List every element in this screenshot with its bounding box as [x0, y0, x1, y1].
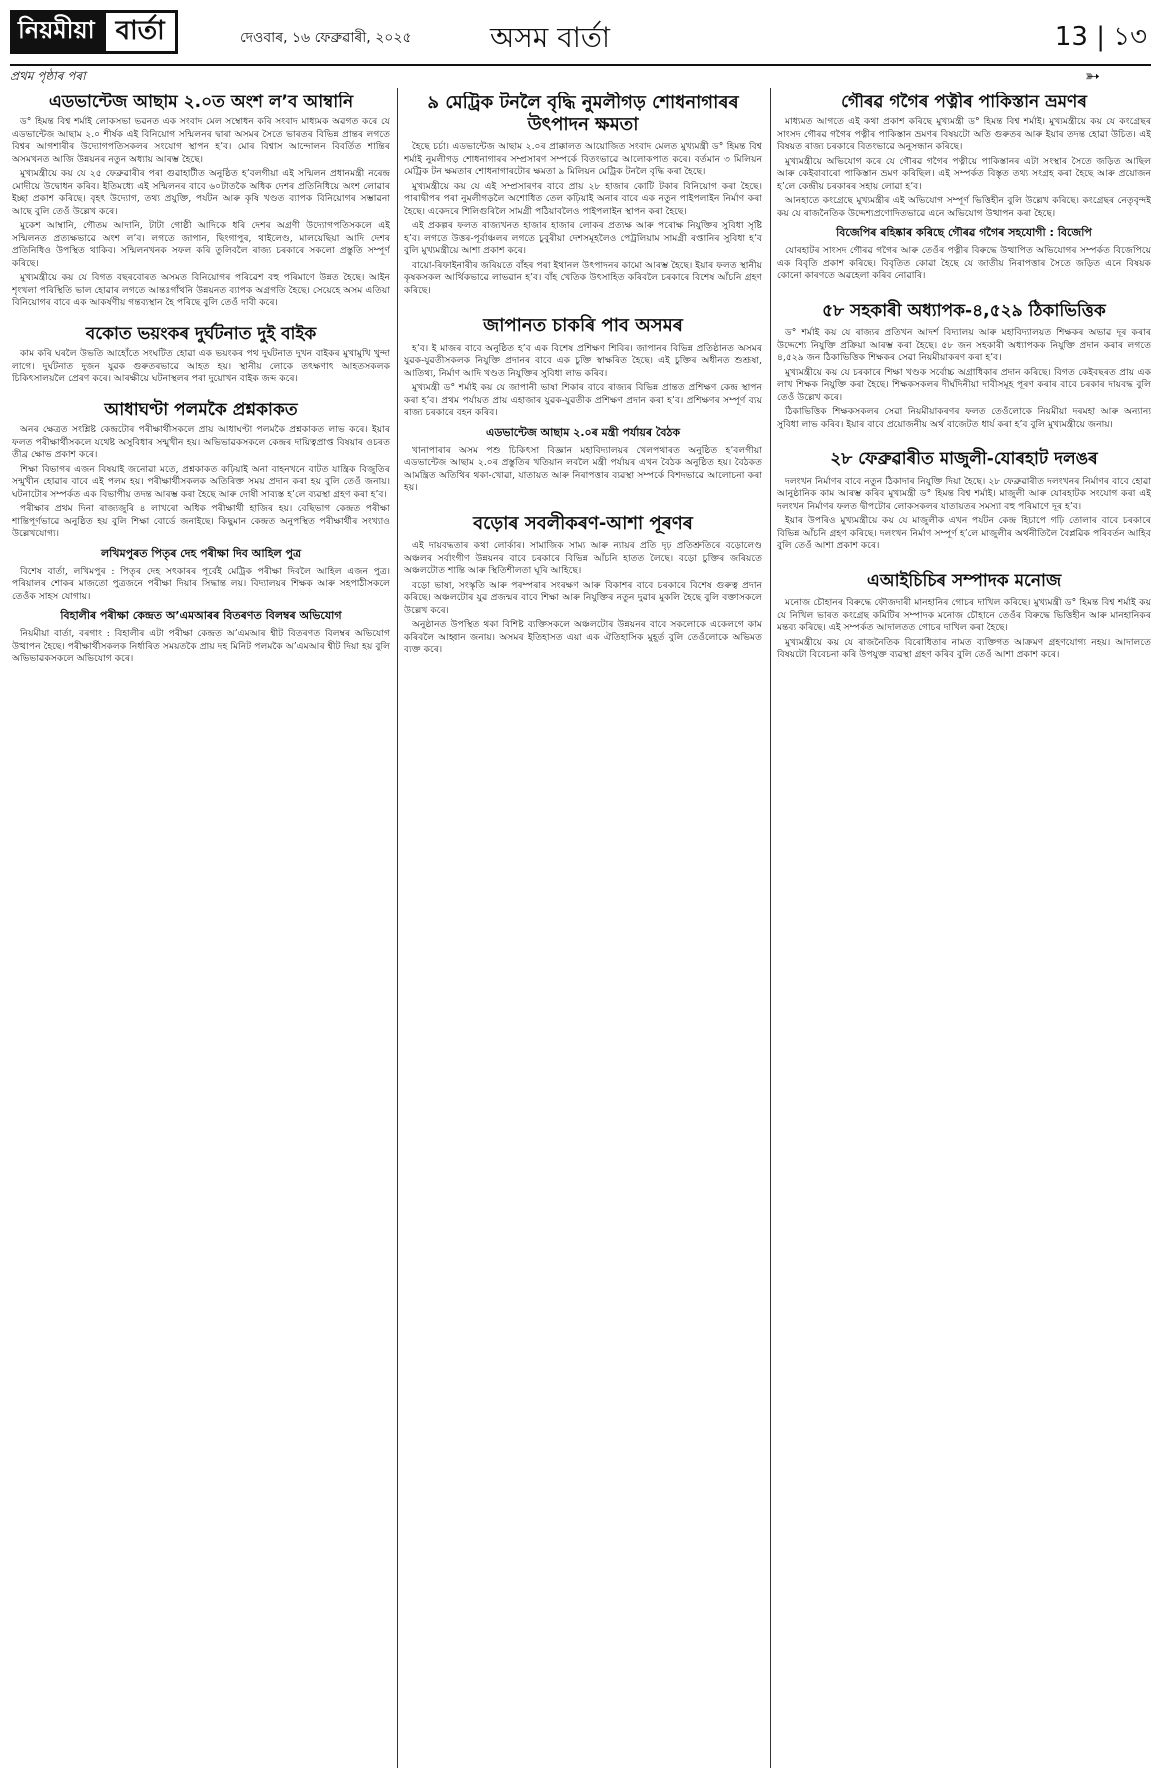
headline-question-paper: আধাঘণ্টা পলমকৈ প্ৰশ্নকাকত [104, 399, 298, 420]
paragraph: অনুষ্ঠানত উপস্থিত থকা বিশিষ্ট ব্যক্তিসকলে অঞ্চলটোৰ উন্নয়নৰ বাবে সকলোকে একেলগে কাম কৰিবলৈ আহ্বান জনায়। অসমৰ ইতিহাসত এয়া এক ঐতিহাসিক মুহূৰ্ত বুলি তেওঁলোকে অভিমত ব্যক্ত কৰে। [404, 619, 762, 656]
headline-teachers: ৫৮ সহকাৰী অধ্যাপক-৪,৫২৯ ঠিকাভিত্তিক [822, 300, 1106, 321]
article-gourav [777, 116, 1151, 220]
paragraph: ড° হিমন্ত বিশ্ব শৰ্মাই লোকসভা ভৱনত এক সংবাদ মেল সম্বোধন কৰি সংবাদ মাধ্যমক অৱগত কৰে যে এডভান্টেজ আছাম ২.০ শীৰ্ষক এই বিনিয়োগ সন্মিলনৰ দ্বাৰা অসমৰ সৈতে ভাৰতৰ বিভিন্ন প্ৰান্তৰ লগতে বিশ্বৰ আগশাৰীৰ উদ্যোগপতিসকলৰ সংযোগ স্থাপন হ’ব। মোৰ বিশ্বাস আন্দোলন বিবৰ্তিত শান্তিৰ অসমখনত আজি উন্নয়নৰ নতুন অধ্যায় আৰম্ভ হৈছে। [12, 116, 390, 165]
article-numaligarh [404, 141, 762, 297]
article-apcc [777, 597, 1151, 662]
article-japan-jobs [404, 343, 762, 420]
paragraph: পৰীক্ষাৰ প্ৰথম দিনা ৰাজ্যজুৰি ৪ লাখৰো অধিক পৰীক্ষাৰ্থী হাজিৰ হয়। বেছিভাগ কেন্দ্ৰত পৰীক্ষা শান্তিপূৰ্ণভাৱে অনুষ্ঠিত হয় বুলি শিক্ষা বোৰ্ডে জনাইছে। কিছুমান কেন্দ্ৰত অনুপস্থিত পৰীক্ষাৰ্থীৰ সংখ্যাও উল্লেখযোগ্য। [12, 503, 390, 540]
article-minister-meeting [404, 445, 762, 495]
paragraph: মুখ্যমন্ত্ৰীয়ে কয় যে বিগত বছৰবোৰত অসমত বিনিয়োগৰ পৰিৱেশ বহু পৰিমাণে উন্নত হৈছে। আইন শৃংখলা পৰিস্থিতি ভাল হোৱাৰ লগতে আন্তঃগাঁথনি উন্নয়নত ব্যাপক অগ্ৰগতি হৈছে। সেয়েহে অসম এতিয়া বিনিয়োগৰ বাবে এক আকৰ্ষণীয় গন্তব্যস্থান হৈ পৰিছে বুলি তেওঁ দাবী কৰে। [12, 272, 390, 309]
paragraph: মুখ্যমন্ত্ৰীয়ে কয় যে ২৫ ফেব্ৰুৱাৰীৰ পৰা গুৱাহাটীত অনুষ্ঠিত হ’বলগীয়া এই সন্মিলন প্ৰধানমন্ত্ৰী নৰেন্দ্ৰ মোদীয়ে উদ্বোধন কৰিব। ইতিমধ্যে এই সন্মিলনৰ বাবে ৬০টাতকৈ অধিক দেশৰ প্ৰতিনিধিয়ে অংশ লোৱাৰ ইচ্ছা প্ৰকাশ কৰিছে। বৃহৎ উদ্যোগ, তথ্য প্ৰযুক্তি, পৰ্যটন আৰু কৃষি খণ্ডত ব্যাপক বিনিয়োগৰ সম্ভাৱনা আছে বুলি তেওঁ উল্লেখ কৰে। [12, 168, 390, 217]
logo-right-text: বাৰ্তা [103, 10, 178, 54]
paragraph: ঠিকাভিত্তিক শিক্ষকসকলৰ সেৱা নিয়মীয়াকৰণৰ ফলত তেওঁলোকে নিয়মীয়া দৰমহা আৰু অন্যান্য সুবিধা লাভ কৰিব। ইয়াৰ বাবে প্ৰয়োজনীয় অৰ্থ বাজেটত ধাৰ্য কৰা হ’ব বুলি মুখ্যমন্ত্ৰীয়ে জনায়। [777, 406, 1151, 430]
subheading-bihali: বিহালীৰ পৰীক্ষা কেন্দ্ৰত অ’এমআৰৰ বিতৰণত বিলম্বৰ অভিযোগ [60, 609, 342, 623]
masthead [10, 6, 1151, 64]
paragraph: নিয়মীয়া বাৰ্তা, বৰগাং : বিহালীৰ এটা পৰীক্ষা কেন্দ্ৰত অ’এমআৰ শ্বীট বিতৰণত বিলম্বৰ অভিযোগ উত্থাপন হৈছে। পৰীক্ষাৰ্থীসকলক নিৰ্ধাৰিত সময়তকৈ প্ৰায় দহ মিনিট পলমকৈ অ’এমআৰ শ্বীট দিয়া হয় বুলি অভিভাৱকসকলে অভিযোগ কৰে। [12, 628, 390, 665]
article-bike-accident [12, 348, 390, 386]
paragraph: হ’ব। ই মাজৰ বাবে অনুষ্ঠিত হ’ব এক বিশেষ প্ৰশিক্ষণ শিবিৰ। জাপানৰ বিভিন্ন প্ৰতিষ্ঠানত অসমৰ যুৱক-যুৱতীসকলক নিযুক্তি প্ৰদানৰ বাবে এক চুক্তি স্বাক্ষৰিত হৈছে। এই চুক্তিৰ অধীনত শুশ্ৰূষা, আতিথ্য, নিৰ্মাণ আদি খণ্ডত নিযুক্তিৰ সুবিধা লাভ কৰিব। [404, 342, 762, 379]
paragraph: আনহাতে কংগ্ৰেছে মুখ্যমন্ত্ৰীৰ এই অভিযোগ সম্পূৰ্ণ ভিত্তিহীন বুলি উল্লেখ কৰিছে। কংগ্ৰেছৰ নেতৃবৃন্দই কয় যে ৰাজনৈতিক উদ্দেশ্যপ্ৰণোদিতভাৱে এনে অভিযোগ উত্থাপন কৰা হৈছে। [777, 195, 1151, 219]
article-bodoland [404, 540, 762, 657]
section-title: অসম বাৰ্তা [490, 21, 611, 54]
paragraph: কাম কৰি ঘৰলৈ উভতি আহোঁতে সংঘটিত হোৱা এক ভয়ংকৰ পথ দুৰ্ঘটনাত দুখন বাইকৰ মুখামুখি খুন্দা লাগে। দুৰ্ঘটনাত দুজন যুৱক গুৰুতৰভাৱে আহত হয়। স্থানীয় লোকে তৎক্ষণাৎ আহতসকলক চিকিৎসালয়লৈ প্ৰেৰণ কৰে। আৰক্ষীয়ে ঘটনাস্থলৰ পৰা দুয়োখন বাইক জব্দ কৰে। [12, 348, 390, 385]
paragraph: শিক্ষা বিভাগৰ এজন বিষয়াই জনোৱা মতে, প্ৰশ্নকাকত কঢ়িয়াই অনা বাহনখনে বাটত যান্ত্ৰিক বিজুতিৰ সন্মুখীন হোৱাৰ বাবে এই পলম হয়। পৰীক্ষাৰ্থীসকলক অতিৰিক্ত সময় প্ৰদান কৰা হয় বুলি তেওঁ জনায়। ঘটনাটোৰ সম্পৰ্কত এক বিভাগীয় তদন্ত আৰম্ভ কৰা হৈছে আৰু দোষী সাব্যস্ত হ’লে ব্যৱস্থা গ্ৰহণ কৰা হ’ব। [12, 463, 390, 500]
paragraph: মুখ্যমন্ত্ৰীয়ে কয় যে ৰাজনৈতিক বিৰোধিতাৰ নামত ব্যক্তিগত আক্ৰমণ গ্ৰহণযোগ্য নহয়। আদালতে বিষয়টো বিবেচনা কৰি উপযুক্ত ব্যৱস্থা গ্ৰহণ কৰিব বুলি তেওঁ আশা প্ৰকাশ কৰে। [777, 636, 1151, 661]
column-right [777, 92, 1151, 1768]
headline-advantage: এডভান্টেজ আছাম ২.০ত অংশ ল’ব আম্বানি [48, 92, 354, 112]
paragraph: মুখ্যমন্ত্ৰী ড° শৰ্মাই কয় যে জাপানী ভাষা শিকাৰ বাবে ৰাজ্যৰ বিভিন্ন প্ৰান্তত প্ৰশিক্ষণ কেন্দ্ৰ স্থাপন কৰা হ’ব। প্ৰথম পৰ্যায়ত প্ৰায় এহাজাৰ যুৱক-যুৱতীক প্ৰশিক্ষণ প্ৰদান কৰা হ’ব। প্ৰশিক্ষণৰ সম্পূৰ্ণ ব্যয় ৰাজ্য চৰকাৰে বহন কৰিব। [404, 382, 762, 419]
article-bihali [12, 628, 390, 666]
column-divider [770, 88, 771, 1768]
headline-numaligarh: ৯ মেট্ৰিক টনলৈ বৃদ্ধি নুমলীগড় শোধনাগাৰৰ উৎপাদন ক্ষমতা [427, 92, 739, 135]
subheading-lakhimpur: লখিমপুৰত পিতৃৰ দেহ পৰীক্ষা দিব আহিল পুত্ৰ [100, 546, 302, 560]
column-left [12, 92, 390, 1768]
subheading-bjp: বিজেপিৰ ৰহিষ্কাৰ কৰিছে গৌৰৱ গগৈৰ সহযোগী : বিজেপি [836, 226, 1092, 240]
dateline: দেওবাৰ, ১৬ ফেব্ৰুৱাৰী, ২০২৫ [240, 30, 412, 46]
headline-bodoland: বড়োৰ সবলীকৰণ-আশা পূৰণৰ [473, 512, 693, 534]
paragraph: মনোজ চৌহানৰ বিৰুদ্ধে ফৌজদাৰী মানহানিৰ গোচৰ দাখিল কৰিছে। মুখ্যমন্ত্ৰী ড° হিমন্ত বিশ্ব শৰ্মাই কয় যে নিখিল ভাৰত কংগ্ৰেছ কমিটিৰ সম্পাদক মনোজ চৌহানে তেওঁৰ বিৰুদ্ধে ভিত্তিহীন আৰু মানহানিকৰ মন্তব্য কৰিছে। এই সম্পৰ্কত আদালতত গোচৰ দাখিল কৰা হৈছে। [777, 597, 1151, 634]
paragraph: এই প্ৰকল্পৰ ফলত ৰাজ্যখনত হাজাৰ হাজাৰ লোকৰ প্ৰত্যক্ষ আৰু পৰোক্ষ নিযুক্তিৰ সুবিধা সৃষ্টি হ’ব। লগতে উত্তৰ-পূৰ্বাঞ্চলৰ লগতে চুবুৰীয়া দেশসমূহলৈও পেট্ৰলিয়াম সামগ্ৰী ৰপ্তানিৰ সুবিধা হ’ব বুলি মুখ্যমন্ত্ৰীয়ে আশা প্ৰকাশ কৰে। [404, 220, 762, 257]
paragraph: মুখ্যমন্ত্ৰীয়ে কয় যে চৰকাৰে শিক্ষা খণ্ডক সৰ্বোচ্চ অগ্ৰাধিকাৰ প্ৰদান কৰিছে। বিগত কেইবছৰত প্ৰায় এক লাখ শিক্ষক নিযুক্তি কৰা হৈছে। শিক্ষকসকলৰ দীৰ্ঘদিনীয়া দাবীসমূহ পূৰণ কৰাৰ বাবে চৰকাৰ দায়বদ্ধ বুলি তেওঁ উল্লেখ কৰে। [777, 366, 1151, 403]
paragraph: যোৰহাটৰ সাংসদ গৌৰৱ গগৈৰ আৰু তেওঁৰ পত্নীৰ বিৰুদ্ধে উত্থাপিত অভিযোগৰ সম্পৰ্কত বিজেপিয়ে এক বিবৃতি প্ৰকাশ কৰিছে। বিবৃতিত কোৱা হৈছে যে জাতীয় নিৰাপত্তাৰ সৈতে জড়িত এনে বিষয়ক কোনো কাৰণতে অৱহেলা কৰিব নোৱাৰি। [777, 245, 1151, 282]
decorative-arrow-icon: ➳ [1085, 66, 1101, 87]
article-lakhimpur [12, 566, 390, 604]
continued-label: প্ৰথম পৃষ্ঠাৰ পৰা [10, 69, 86, 83]
page-number: 13 | ১৩ [1054, 22, 1147, 52]
paragraph: বায়ো-ৰিফাইনাৰীৰ জৰিয়তে বাঁহৰ পৰা ইথানল উৎপাদনৰ কামো আৰম্ভ হৈছে। ইয়াৰ ফলত স্থানীয় কৃষকসকল আৰ্থিকভাৱে লাভৱান হ’ব। বাঁহ খেতিক উৎসাহিত কৰিবলৈ চৰকাৰে বিশেষ আঁচনি গ্ৰহণ কৰিছে। [404, 259, 762, 296]
article-advantage [12, 116, 390, 310]
paragraph: খানাপাৰাৰ অসম পশু চিকিৎসা বিজ্ঞান মহাবিদ্যালয়ৰ খেলপথাৰত অনুষ্ঠিত হ’বলগীয়া এডভান্টেজ আছাম ২.০ৰ প্ৰস্তুতিৰ খতিয়ান লবলৈ মন্ত্ৰী পৰ্যায়ৰ এখন বৈঠক অনুষ্ঠিত হয়। বৈঠকত আমন্ত্ৰিত অতিথিৰ থকা-খোৱা, যাতায়ত আৰু নিৰাপত্তাৰ ব্যৱস্থা সম্পৰ্কে বিশদভাৱে আলোচনা কৰা হয়। [404, 444, 762, 494]
column-divider [397, 88, 398, 1768]
paragraph: মুকেশ আম্বানি, গৌতম আদানি, টাটা গোষ্ঠী আদিকে ধৰি দেশৰ অগ্ৰণী উদ্যোগপতিসকলে এই সন্মিলনত প্ৰত্যক্ষভাৱে অংশ ল’ব। লগতে জাপান, ছিংগাপুৰ, থাইলেণ্ড, মালয়েছিয়া আদি দেশৰ প্ৰতিনিধিও উপস্থিত থাকিব। সন্মিলনখনক সফল কৰি তুলিবলৈ ৰাজ্য চৰকাৰে সকলো প্ৰস্তুতি সম্পূৰ্ণ কৰিছে। [12, 220, 390, 269]
paragraph: মাধ্যমত আগতে এই কথা প্ৰকাশ কৰিছে মুখ্যমন্ত্ৰী ড° হিমন্ত বিশ্ব শৰ্মাই। মুখ্যমন্ত্ৰীয়ে কয় যে কংগ্ৰেছৰ সাংসদ গৌৰৱ গগৈৰ পত্নীৰ পাকিস্তান ভ্ৰমণৰ বিষয়টো অতি গুৰুতৰ আৰু ইয়াৰ তদন্ত হোৱা উচিত। এই বিষয়ত ৰাজ্য চৰকাৰে বিতংভাৱে অনুসন্ধান কৰিছে। [777, 116, 1151, 153]
headline-bike-accident: বকোত ভয়ংকৰ দুৰ্ঘটনাত দুই বাইক [85, 323, 317, 344]
newspaper-logo [10, 10, 178, 54]
article-bjp [777, 245, 1151, 283]
paragraph: হৈছে চৰ্চা। এডভান্টেজ আছাম ২.০ৰ প্ৰাক্কালত আয়োজিত সংবাদ মেলত মুখ্যমন্ত্ৰী ড° হিমন্ত বিশ্ব শৰ্মাই নুমলীগড় শোধনাগাৰৰ সম্প্ৰসাৰণ সম্পৰ্কে বিতংভাৱে আলোকপাত কৰে। বৰ্তমান ৩ মিলিয়ন মেট্ৰিক টন ক্ষমতাৰ শোধনাগাৰটোৰ ক্ষমতা ৯ মিলিয়ন মেট্ৰিক টনলৈ বৃদ্ধি কৰা হৈছে। [404, 141, 762, 178]
paragraph: মুখ্যমন্ত্ৰীয়ে কয় যে এই সম্প্ৰসাৰণৰ বাবে প্ৰায় ২৮ হাজাৰ কোটি টকাৰ বিনিয়োগ কৰা হৈছে। পাৰাদ্বীপৰ পৰা নুমলীগড়লৈ অশোধিত তেল কঢ়িয়াই অনাৰ বাবে এক নতুন পাইপলাইন নিৰ্মাণ কৰা হৈছে। একেদৰে শিলিগুৰিলৈ সামগ্ৰী পঠিয়াবলৈও পাইপলাইন স্থাপন কৰা হৈছে। [404, 180, 762, 217]
subheading-minister-meeting: এডভান্টেজ আছাম ২.০ৰ মন্ত্ৰী পৰ্যায়ৰ বৈঠক [485, 425, 681, 439]
article-question-paper [12, 424, 390, 541]
paragraph: মুখ্যমন্ত্ৰীয়ে অভিযোগ কৰে যে গৌৰৱ গগৈৰ পত্নীয়ে পাকিস্তানৰ এটা সংস্থাৰ সৈতে জড়িত আছিল আৰু কেইবাবাৰো পাকিস্তান ভ্ৰমণ কৰিছিল। এই সম্পৰ্কত বিস্তৃত তথ্য সংগ্ৰহ কৰা হৈছে আৰু প্ৰয়োজন হ’লে কেন্দ্ৰীয় চৰকাৰৰ সহায় লোৱা হ’ব। [777, 155, 1151, 192]
paragraph: বড়ো ভাষা, সংস্কৃতি আৰু পৰম্পৰাৰ সংৰক্ষণ আৰু বিকাশৰ বাবে চৰকাৰে বিশেষ গুৰুত্ব প্ৰদান কৰিছে। অঞ্চলটোৰ যুৱ প্ৰজন্মৰ বাবে শিক্ষা আৰু নিযুক্তিৰ নতুন দুৱাৰ মুকলি হৈছে বুলি বক্তাসকলে উল্লেখ কৰে। [404, 579, 762, 616]
headline-japan-jobs: জাপানত চাকৰি পাব অসমৰ [483, 315, 683, 337]
headline-majuli: ২৮ ফেব্ৰুৱাৰীত মাজুলী-যোৰহাট দলঙৰ [830, 449, 1098, 470]
column-middle [404, 92, 762, 1768]
article-majuli [777, 476, 1151, 553]
paragraph: ড° শৰ্মাই কয় যে ৰাজ্যৰ প্ৰতিখন আদৰ্শ বিদ্যালয় আৰু মহাবিদ্যালয়ত শিক্ষকৰ অভাৱ দূৰ কৰাৰ উদ্দেশ্যে নিযুক্তি প্ৰক্ৰিয়া আৰম্ভ কৰা হৈছে। ৫৮ জন সহকাৰী অধ্যাপকক নিযুক্তি প্ৰদান কৰাৰ লগতে ৪,৫২৯ জন ঠিকাভিত্তিক শিক্ষকৰ সেৱা নিয়মীয়াকৰণ কৰা হ’ব। [777, 327, 1151, 364]
paragraph: অনৰ ক্ষেত্ৰত সংশ্লিষ্ট কেন্দ্ৰটোৰ পৰীক্ষাৰ্থীসকলে প্ৰায় আধাঘণ্টা পলমকৈ প্ৰশ্নকাকত লাভ কৰে। ইয়াৰ ফলত পৰীক্ষাৰ্থীসকলে যথেষ্ট অসুবিধাৰ সন্মুখীন হয়। অভিভাৱকসকলে কেন্দ্ৰৰ দায়িত্বপ্ৰাপ্ত বিষয়াৰ ওচৰত তীব্ৰ ক্ষোভ প্ৰকাশ কৰে। [12, 424, 390, 461]
article-teachers [777, 327, 1151, 431]
paragraph: দলংখন নিৰ্মাণৰ বাবে নতুন ঠিকাদাৰ নিযুক্তি দিয়া হৈছে। ২৮ ফেব্ৰুৱাৰীত দলংখনৰ নিৰ্মাণৰ বাবে হোৱা আনুষ্ঠানিক কাম আৰম্ভ কৰিব মুখ্যমন্ত্ৰী ড° হিমন্ত বিশ্ব শৰ্মাই। মাজুলী আৰু যোৰহাটক সংযোগ কৰা এই দলংখন নিৰ্মাণৰ ফলত দ্বীপটোৰ লোকসকলৰ যাতায়তৰ সমস্যা বহু পৰিমাণে দূৰ হ’ব। [777, 475, 1151, 512]
paragraph: এই দায়বদ্ধতাৰ কথা লোৰ্কাৰ। সামাজিক সাম্য আৰু ন্যায়ৰ প্ৰতি দৃঢ় প্ৰতিশ্ৰুতিৰে বড়োলেণ্ড অঞ্চলৰ সৰ্বাংগীণ উন্নয়নৰ বাবে চৰকাৰে বিভিন্ন আঁচনি হাতত লৈছে। বড়ো চুক্তিৰ জৰিয়তে অঞ্চলটোত শান্তি আৰু স্থিতিশীলতা ঘূৰি আহিছে। [404, 540, 762, 577]
headline-apcc: এআইচিচিৰ সম্পাদক মনোজ [866, 570, 1062, 591]
headline-gourav: গৌৰৱ গগৈৰ পত্নীৰ পাকিস্তান ভ্ৰমণৰ [841, 92, 1087, 112]
logo-left-text: নিয়মীয়া [10, 10, 103, 54]
paragraph: বিশেষ বাৰ্তা, লখিমপুৰ : পিতৃৰ দেহ সৎকাৰৰ পূৰ্বেই মেট্ৰিক পৰীক্ষা দিবলৈ আহিল এজন পুত্ৰ। পৰিয়ালৰ শোকৰ মাজতো পুত্ৰজনে পৰীক্ষা দিয়াৰ সিদ্ধান্ত লয়। বিদ্যালয়ৰ শিক্ষক আৰু সহপাঠীসকলে তেওঁক সাহস যোগায়। [12, 565, 390, 602]
header-rule [10, 64, 1151, 66]
paragraph: ইয়াৰ উপৰিও মুখ্যমন্ত্ৰীয়ে কয় যে মাজুলীক এখন পৰ্যটন কেন্দ্ৰ হিচাপে গঢ়ি তোলাৰ বাবে চৰকাৰে বিভিন্ন আঁচনি গ্ৰহণ কৰিছে। দলংখন নিৰ্মাণ সম্পূৰ্ণ হ’লে মাজুলীৰ অৰ্থনীতিলৈ বৈপ্লৱিক পৰিবৰ্তন আহিব বুলি তেওঁ আশা প্ৰকাশ কৰে। [777, 515, 1151, 552]
